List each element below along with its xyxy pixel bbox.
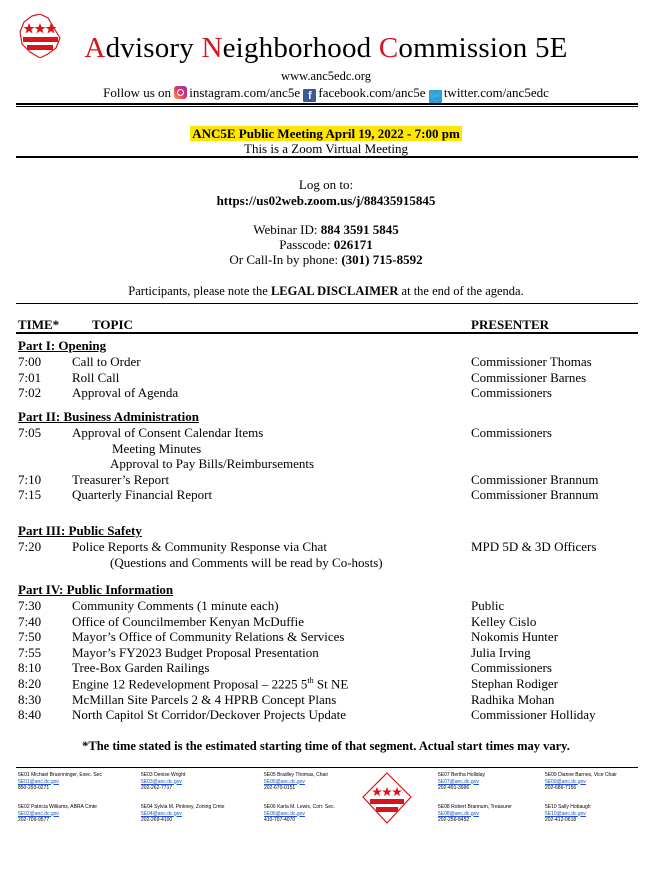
commissioner-email[interactable]: 5E02@anc.dc.gov xyxy=(18,810,59,817)
agenda-time: 7:30 xyxy=(18,598,42,613)
commissioner-name: 5E05 Bradley Thomas, Chair xyxy=(264,772,329,778)
commissioner-entry xyxy=(141,804,246,824)
commissioner-email[interactable]: 5E04@anc.dc.gov xyxy=(141,810,182,817)
commissioner-name: 5E10 Sally Hobaugh xyxy=(545,804,591,810)
agenda-presenter: Commissioner Holliday xyxy=(471,707,596,723)
dc-map-logo xyxy=(362,772,412,824)
agenda-topic: Mayor’s FY2023 Budget Proposal Presentation xyxy=(72,644,319,660)
footer-divider xyxy=(16,767,638,768)
commissioner-email[interactable]: 5E07@anc.dc.gov xyxy=(438,778,479,785)
agenda-topic: Meeting Minutes xyxy=(112,440,202,456)
legal-disclaimer-note: Participants, please note the LEGAL DISCLAIMER at the end of the agenda. xyxy=(128,284,524,298)
website-url[interactable]: www.anc5edc.org xyxy=(281,69,371,83)
agenda-presenter: Commissioner Thomas xyxy=(471,354,592,369)
col-time-header: TIME* xyxy=(18,317,60,332)
agenda-topic: Police Reports & Community Response via Chat xyxy=(72,539,327,554)
agenda-topic: Community Comments (1 minute each) xyxy=(72,598,279,613)
zoom-url[interactable]: https://us02web.zoom.us/j/88435915845 xyxy=(216,193,436,208)
header-divider-thin xyxy=(16,106,638,107)
agenda-time: 8:40 xyxy=(18,707,42,723)
agenda-presenter: Commissioners xyxy=(471,425,552,440)
callin-line: Or Call-In by phone: (301) 715-8592 xyxy=(229,252,423,267)
commissioner-name: 5E09 Dianne Barnes, Vice Chair xyxy=(545,772,617,778)
agenda-part-title: Part III: Public Safety xyxy=(18,523,142,538)
agenda-topic: Engine 12 Redevelopment Proposal – 2225 5th St NE xyxy=(72,676,349,692)
commissioner-email[interactable]: 5E01@anc.dc.gov xyxy=(18,778,59,785)
meeting-title: ANC5E Public Meeting April 19, 2022 - 7:00 pm xyxy=(192,126,460,141)
commissioner-email[interactable]: 5E06@anc.dc.gov xyxy=(264,810,305,817)
twitter-link[interactable]: twitter.com/anc5edc xyxy=(443,85,549,100)
title-part: C xyxy=(378,32,399,64)
agenda-part-title: Part IV: Public Information xyxy=(18,582,174,597)
agenda-topic: Approval to Pay Bills/Reimbursements xyxy=(110,456,315,472)
commissioner-name: 5E02 Patricia Williams, ABRA Cmte xyxy=(18,804,97,810)
agenda-time: 7:05 xyxy=(18,425,42,440)
commissioner-phone: 410-707-4070 xyxy=(264,817,296,823)
agenda-time: 7:15 xyxy=(18,487,42,503)
meeting-divider xyxy=(16,156,638,158)
commissioner-name: 5E07 Bertha Holliday xyxy=(438,772,485,778)
title-part: dvisory xyxy=(105,32,202,64)
col-topic-header: TOPIC xyxy=(92,317,133,332)
commissioner-phone: 202-709-9577 xyxy=(18,817,50,823)
agenda-time: 7:02 xyxy=(18,385,42,401)
agenda-time: 7:55 xyxy=(18,644,42,660)
title-part: N xyxy=(201,32,223,64)
agenda-presenter: Nokomis Hunter xyxy=(471,629,559,645)
agenda-topic: Quarterly Financial Report xyxy=(72,487,213,503)
agenda-time: 7:01 xyxy=(18,369,42,385)
agenda-time: 7:50 xyxy=(18,629,42,645)
twitter-icon: 🐦 xyxy=(429,91,441,101)
title-part: A xyxy=(84,32,106,64)
logon-label: Log on to: xyxy=(298,177,354,192)
instagram-link[interactable]: instagram.com/anc5e xyxy=(189,85,301,100)
agenda-topic: McMillan Site Parcels 2 & 4 HPRB Concept Plans xyxy=(72,691,337,707)
passcode: 026171 xyxy=(333,237,373,252)
commissioner-entry xyxy=(438,772,543,792)
agenda-topic: Office of Councilmember Kenyan McDuffie xyxy=(72,613,305,629)
agenda-time: 7:00 xyxy=(18,354,42,369)
agenda-presenter: Stephan Rodiger xyxy=(471,676,559,691)
agenda-part-title: Part I: Opening xyxy=(18,338,107,353)
passcode-line: Passcode: 026171 xyxy=(279,237,373,252)
agenda-presenter: Julia Irving xyxy=(471,644,531,660)
commissioner-entry xyxy=(264,804,369,824)
agenda-topic: Approval of Consent Calendar Items xyxy=(72,425,264,440)
commissioner-email[interactable]: 5E08@anc.dc.gov xyxy=(438,810,479,817)
commissioner-entry xyxy=(438,804,543,824)
agenda-presenter: Commissioners xyxy=(471,660,552,676)
webinar-id: 884 3591 5845 xyxy=(320,222,399,237)
agenda-presenter: Commissioner Brannum xyxy=(471,471,599,487)
meeting-subtitle: This is a Zoom Virtual Meeting xyxy=(244,141,408,156)
agenda-presenter: Commissioners xyxy=(471,385,552,401)
agenda-presenter: Commissioner Barnes xyxy=(471,369,587,385)
agenda-topic: Treasurer’s Report xyxy=(72,471,170,487)
header-divider xyxy=(16,103,638,105)
agenda-topic: Call to Order xyxy=(72,354,141,369)
commissioner-entry xyxy=(264,772,369,792)
callin-phone: (301) 715-8592 xyxy=(341,252,423,267)
agenda-time: 7:20 xyxy=(18,539,42,554)
follow-label: Follow us on xyxy=(103,85,172,100)
commissioner-phone: 202-256-8452 xyxy=(438,817,470,823)
agenda-topic: Tree-Box Garden Railings xyxy=(72,660,210,676)
disclaimer-divider xyxy=(16,303,638,304)
facebook-icon: f xyxy=(303,89,316,102)
commissioner-email[interactable]: 5E03@anc.dc.gov xyxy=(141,778,182,785)
column-header-divider xyxy=(16,332,638,334)
commissioner-phone: 202-412-0618 xyxy=(545,817,577,823)
commissioner-email[interactable]: 5E05@anc.dc.gov xyxy=(264,778,305,785)
webinar-id-line: Webinar ID: 884 3591 5845 xyxy=(253,222,399,237)
agenda-presenter: Radhika Mohan xyxy=(471,691,555,707)
social-links xyxy=(0,85,652,103)
title-part: eighborhood xyxy=(222,32,379,64)
commissioner-entry xyxy=(545,804,650,824)
agenda-part-title: Part II: Business Administration xyxy=(18,409,199,424)
facebook-link[interactable]: facebook.com/anc5e xyxy=(318,85,426,100)
time-footnote: *The time stated is the estimated starting time of that segment. Actual start times may vary. xyxy=(82,739,570,753)
commissioner-entry xyxy=(545,772,650,792)
agenda-presenter: Commissioner Brannum xyxy=(471,487,599,503)
agenda-time: 7:10 xyxy=(18,471,42,487)
commissioner-entry xyxy=(18,772,123,792)
agenda-time: 8:30 xyxy=(18,691,42,707)
instagram-icon xyxy=(174,86,187,99)
commissioner-phone: 202-686-7156 xyxy=(545,785,577,791)
agenda-topic: (Questions and Comments will be read by Co-hosts) xyxy=(110,554,383,570)
commissioner-phone: 850-293-0271 xyxy=(18,785,50,791)
title-part: ommission 5E xyxy=(398,32,568,64)
commissioner-phone: 202-491-3996 xyxy=(438,785,470,791)
commissioner-phone: 202-262-7717 xyxy=(141,785,173,791)
commissioner-email[interactable]: 5E10@anc.dc.gov xyxy=(545,810,586,817)
agenda-presenter: MPD 5D & 3D Officers xyxy=(471,539,597,554)
commissioner-phone: 202-269-4100 xyxy=(141,817,173,823)
agenda-presenter: Kelley Cislo xyxy=(471,613,537,629)
agenda-topic: Roll Call xyxy=(72,369,120,385)
commissioner-phone: 202-670-0151 xyxy=(264,785,296,791)
col-presenter-header: PRESENTER xyxy=(471,317,550,332)
commissioner-entry xyxy=(141,772,246,792)
commissioner-name: 5E03 Denise Wright xyxy=(141,772,186,778)
agenda-topic: Mayor’s Office of Community Relations & Services xyxy=(72,629,345,645)
commissioner-name: 5E06 Karla M. Lewis, Corr. Sec. xyxy=(264,804,335,810)
commissioner-entry xyxy=(18,804,123,824)
commission-title xyxy=(0,32,652,65)
agenda-presenter: Public xyxy=(471,598,505,613)
agenda-topic: Approval of Agenda xyxy=(72,385,179,401)
commissioner-name: 5E01 Michael Bruenninger, Exec. Sec xyxy=(18,772,102,778)
agenda-time: 8:10 xyxy=(18,660,42,676)
agenda-time: 7:40 xyxy=(18,613,42,629)
commissioner-name: 5E08 Robert Brannum, Treasurer xyxy=(438,804,512,810)
commissioner-name: 5E04 Sylvia M. Pinkney, Zoning Cmte xyxy=(141,804,225,810)
agenda-topic: North Capitol St Corridor/Deckover Projects Update xyxy=(72,707,347,723)
agenda-time: 8:20 xyxy=(18,676,42,691)
commissioner-email[interactable]: 5E09@anc.dc.gov xyxy=(545,778,586,785)
